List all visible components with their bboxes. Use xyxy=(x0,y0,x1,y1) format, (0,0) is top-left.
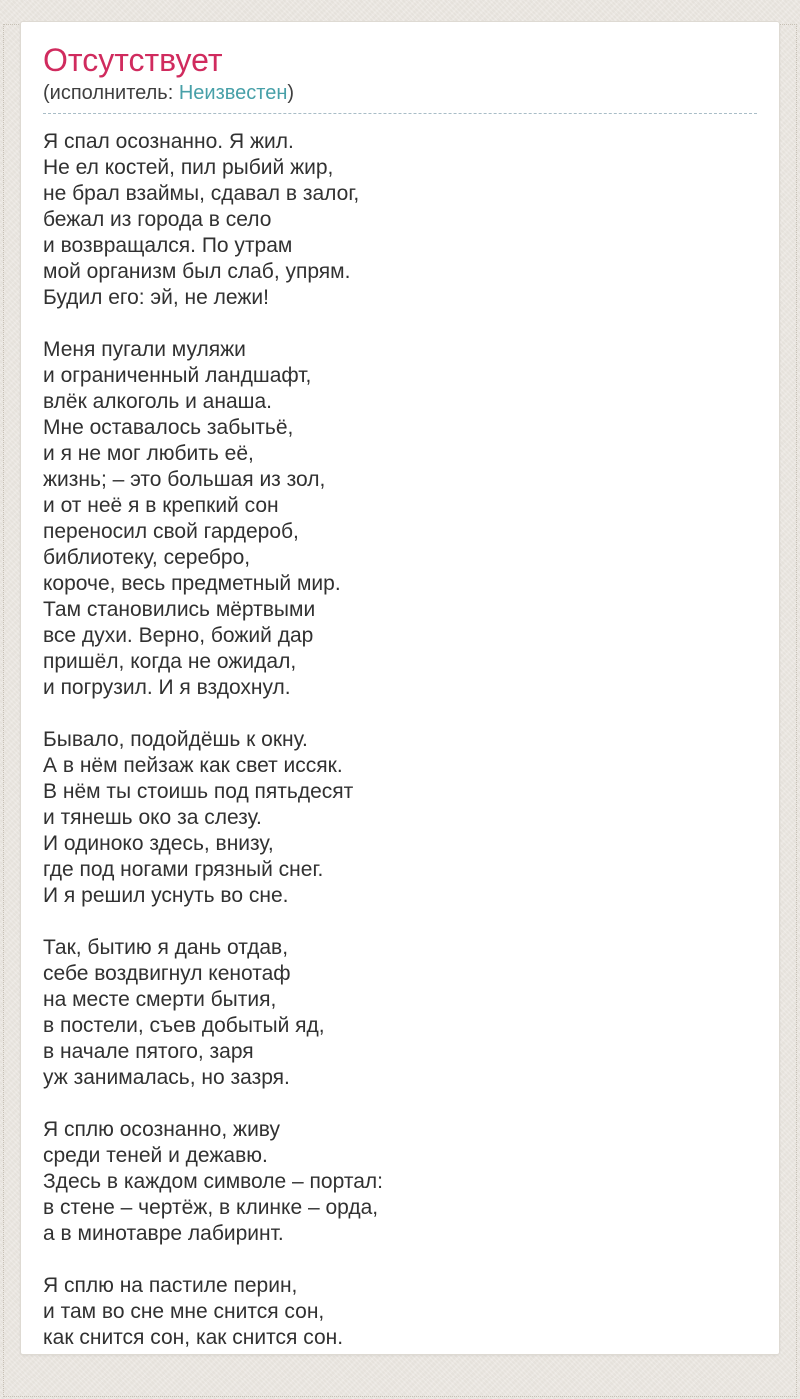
lyrics-stanza xyxy=(43,727,757,909)
lyric-line: в постели, съев добытый яд, xyxy=(43,1014,325,1037)
lyric-line: где под ногами грязный снег. xyxy=(43,858,324,881)
lyric-line: Мне оставалось забытьё, xyxy=(43,416,294,439)
lyric-line: Я спал осознанно. Я жил. xyxy=(43,130,294,153)
lyric-line: и там во сне мне снится сон, xyxy=(43,1300,325,1323)
lyric-line: А в нём пейзаж как свет иссяк. xyxy=(43,754,343,777)
artist-suffix: ) xyxy=(287,82,295,104)
lyric-line: И одиноко здесь, внизу, xyxy=(43,832,274,855)
lyric-line: уж занималась, но зазря. xyxy=(43,1066,290,1089)
lyric-line: влёк алкоголь и анаша. xyxy=(43,390,272,413)
lyric-line: Меня пугали муляжи xyxy=(43,338,246,361)
lyric-line: и тянешь око за слезу. xyxy=(43,806,262,829)
lyric-line: как снится сон, как снится сон. xyxy=(43,1326,344,1349)
lyrics-card xyxy=(20,21,780,1355)
lyric-line: Я сплю осознанно, живу xyxy=(43,1118,280,1141)
lyric-line: не брал взаймы, сдавал в залог, xyxy=(43,182,360,205)
lyric-line: Так, бытию я дань отдав, xyxy=(43,936,289,959)
lyric-line: и ограниченный ландшафт, xyxy=(43,364,312,387)
lyric-line: и погрузил. И я вздохнул. xyxy=(43,676,291,699)
lyrics-stanza xyxy=(43,337,757,701)
lyric-line: бежал из города в село xyxy=(43,208,272,231)
lyric-line: Бывало, подойдёшь к окну. xyxy=(43,728,308,751)
lyric-line: и от неё я в крепкий сон xyxy=(43,494,279,517)
lyric-line: библиотеку, серебро, xyxy=(43,546,251,569)
lyrics-stanza xyxy=(43,935,757,1091)
lyric-line: жизнь; – это большая из зол, xyxy=(43,468,326,491)
lyric-line: себе воздвигнул кенотаф xyxy=(43,962,291,985)
lyric-line: Будил его: эй, не лежи! xyxy=(43,286,269,309)
lyric-line: И я решил уснуть во сне. xyxy=(43,884,289,907)
lyric-line: а в минотавре лабиринт. xyxy=(43,1222,284,1245)
artist-link[interactable]: Неизвестен xyxy=(178,82,288,104)
lyric-line: и возвращался. По утрам xyxy=(43,234,293,257)
lyric-line: мой организм был слаб, упрям. xyxy=(43,260,351,283)
lyric-line: переносил свой гардероб, xyxy=(43,520,299,543)
lyric-line: среди теней и дежавю. xyxy=(43,1144,268,1167)
lyric-line: Здесь в каждом символе – портал: xyxy=(43,1170,383,1193)
lyric-line: Не ел костей, пил рыбий жир, xyxy=(43,156,334,179)
lyrics xyxy=(43,129,757,1351)
lyric-line: Я сплю на пастиле перин, xyxy=(43,1274,298,1297)
lyric-line: все духи. Верно, божий дар xyxy=(43,624,314,647)
lyrics-stanza xyxy=(43,129,757,311)
lyric-line: в стене – чертёж, в клинке – орда, xyxy=(43,1196,379,1219)
lyric-line: пришёл, когда не ожидал, xyxy=(43,650,297,673)
song-title: Отсутствует xyxy=(43,42,223,78)
lyrics-stanza xyxy=(43,1273,757,1351)
artist-line xyxy=(43,81,757,114)
lyric-line: на месте смерти бытия, xyxy=(43,988,277,1011)
lyric-line: В нём ты стоишь под пятьдесят xyxy=(43,780,354,803)
lyric-line: и я не мог любить её, xyxy=(43,442,254,465)
artist-label: (исполнитель: xyxy=(43,82,174,104)
lyric-line: короче, весь предметный мир. xyxy=(43,572,341,595)
lyric-line: в начале пятого, заря xyxy=(43,1040,254,1063)
lyric-line: Там становились мёртвыми xyxy=(43,598,316,621)
lyrics-stanza xyxy=(43,1117,757,1247)
